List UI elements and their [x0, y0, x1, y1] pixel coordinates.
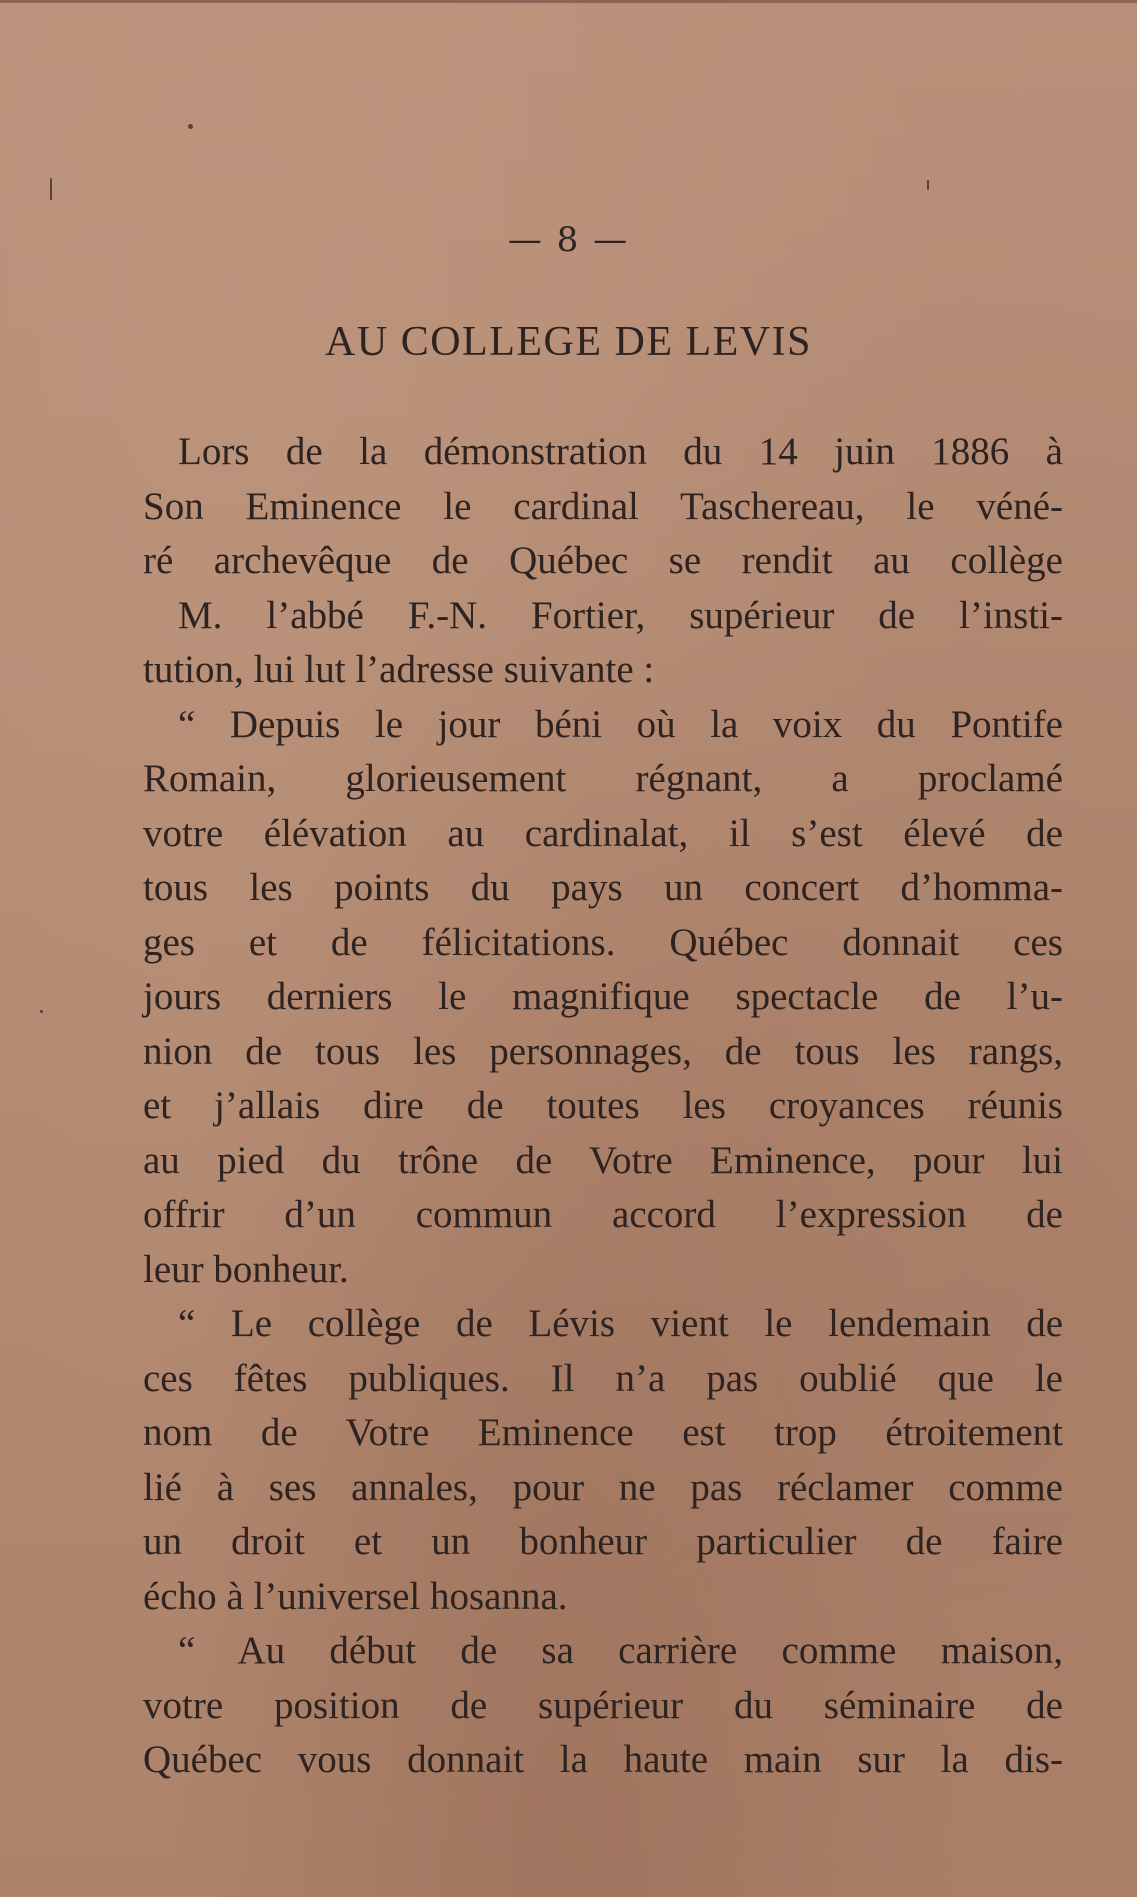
paper-speck	[188, 124, 193, 129]
text-line: lié à ses annales, pour ne pas réclamer comme	[143, 1465, 1063, 1509]
text-line: nion de tous les personnages, de tous les rangs,	[143, 1029, 1063, 1073]
paper-speck	[40, 1010, 43, 1013]
page-number: — 8 —	[507, 220, 630, 260]
text-line: M. l’abbé F.-N. Fortier, supérieur de l’insti-	[178, 593, 1063, 637]
text-line: Québec vous donnait la haute main sur la dis-	[143, 1738, 1063, 1781]
text-line: “ Au début de sa carrière comme maison,	[178, 1629, 1063, 1672]
text-line: Son Eminence le cardinal Taschereau, le véné-	[143, 484, 1063, 528]
text-line: Lors de la démonstration du 14 juin 1886 à	[178, 430, 1063, 473]
text-line: écho à l’universel hosanna.	[143, 1574, 568, 1618]
text-line: tous les points du pays un concert d’homma-	[143, 866, 1063, 909]
paper-speck	[927, 180, 929, 190]
text-line: jours derniers le magnifique spectacle de l’u-	[143, 975, 1063, 1018]
text-line: votre élévation au cardinalat, il s’est élevé de	[143, 811, 1063, 855]
text-line: ces fêtes publiques. Il n’a pas oublié que le	[143, 1356, 1063, 1400]
page-top-edge	[0, 0, 1137, 3]
text-line: nom de Votre Eminence est trop étroitement	[143, 1411, 1063, 1454]
text-line: Romain, glorieusement régnant, a proclamé	[143, 757, 1063, 800]
text-line: tution, lui lut l’adresse suivante :	[143, 648, 655, 691]
text-line: au pied du trône de Votre Eminence, pour lui	[143, 1138, 1063, 1182]
paper-speck	[50, 178, 52, 200]
text-line: un droit et un bonheur particulier de faire	[143, 1520, 1063, 1563]
text-line: ges et de félicitations. Québec donnait ces	[143, 920, 1063, 964]
text-line: “ Le collège de Lévis vient le lendemain de	[178, 1302, 1063, 1345]
text-line: et j’allais dire de toutes les croyances réunis	[143, 1084, 1063, 1127]
body-text	[143, 425, 1063, 1788]
text-line: ré archevêque de Québec se rendit au collège	[143, 539, 1063, 582]
text-line: offrir d’un commun accord l’expression de	[143, 1193, 1063, 1236]
text-line: leur bonheur.	[143, 1247, 349, 1291]
section-heading: AU COLLEGE DE LEVIS	[325, 319, 812, 365]
text-line: votre position de supérieur du séminaire de	[143, 1683, 1063, 1727]
text-line: “ Depuis le jour béni où la voix du Pontife	[178, 702, 1063, 746]
